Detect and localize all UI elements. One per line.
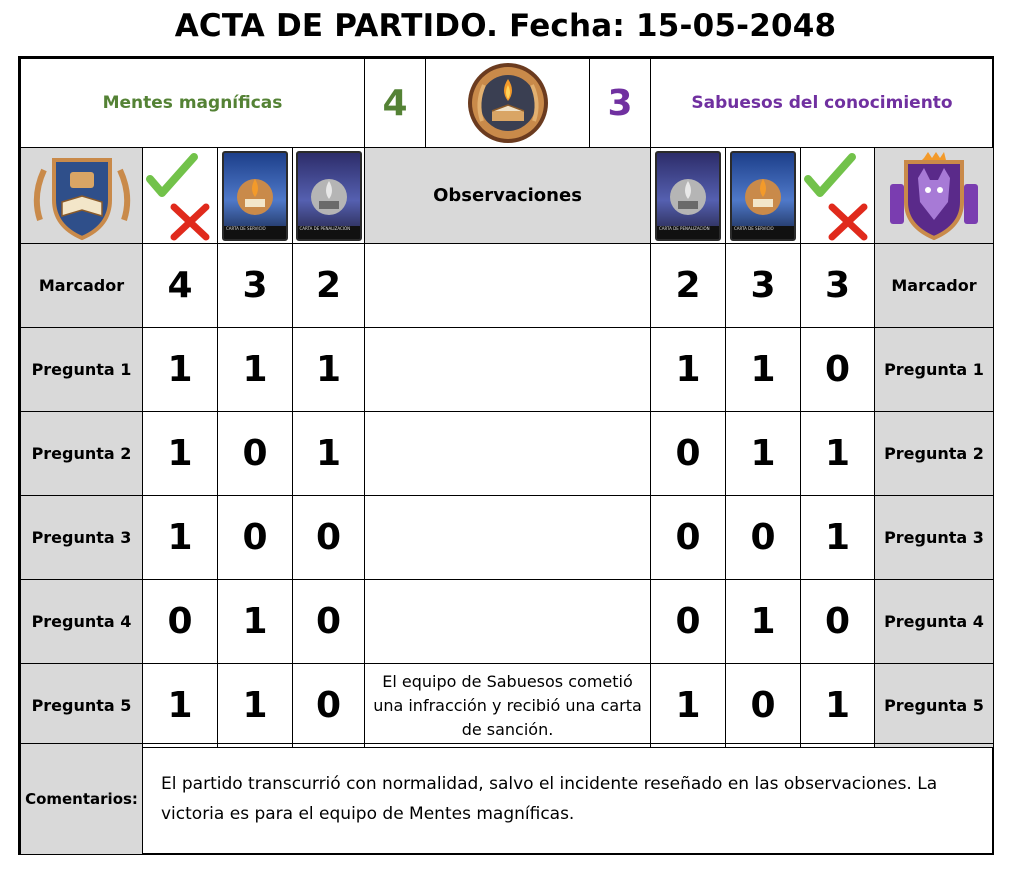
team-a-value: 0 [315,685,342,726]
row-label: Pregunta 1 [884,360,984,379]
service-card-caption: CARTA DE SERVICIO [224,226,286,239]
comments-text-cell [142,743,994,855]
team-a-value: 1 [167,433,193,474]
team-b-value-cell [650,243,726,328]
correct-wrong-cell [142,147,218,244]
row-label: Pregunta 4 [884,612,984,631]
penalty-card-cell-b [650,147,726,244]
team-b-name-cell [650,58,994,148]
team-a-value-cell [217,495,293,580]
row-label: Marcador [38,276,125,295]
team-a-value-cell [292,495,365,580]
service-card-caption: CARTA DE SERVICIO [732,226,794,239]
team-b-value: 0 [824,601,851,642]
row-label: Pregunta 5 [884,696,984,715]
team-a-value: 1 [242,349,268,390]
comments-label-cell [20,743,143,855]
team-a-value: 1 [242,685,268,726]
team-a-value: 1 [167,685,193,726]
team-b-value-cell [650,411,726,496]
shield-book-crest-icon [30,150,134,242]
team-b-value-cell [650,579,726,664]
team-b-value: 0 [750,685,776,726]
team-a-value: 1 [167,349,193,390]
team-a-score: 4 [382,82,408,124]
team-b-value-cell [725,579,801,664]
team-b-value-cell [725,663,801,748]
row-label-cell-a [20,495,143,580]
row-label-cell-a [20,579,143,664]
correct-wrong-cell-b [800,147,875,244]
team-a-value-cell [292,579,365,664]
team-b-value-cell [650,495,726,580]
service-card-icon [222,151,288,241]
row-label-cell-a [20,663,143,748]
row-label: Marcador [891,276,977,295]
service-card-cell-b [725,147,801,244]
team-a-crest-cell [20,147,143,244]
team-a-value: 3 [242,265,268,306]
observations-label: Observaciones [433,185,582,206]
team-a-value-cell [292,243,365,328]
observations-header-cell [364,147,651,244]
observation-cell [364,579,651,664]
match-sheet-table [18,56,994,855]
team-a-value-cell [142,411,218,496]
team-a-value: 0 [242,517,268,558]
team-a-score-cell [364,58,426,148]
row-label: Pregunta 5 [31,696,132,715]
team-b-value: 3 [750,265,776,306]
team-b-value: 1 [675,685,701,726]
row-label-cell-a [20,327,143,412]
team-a-value-cell [217,327,293,412]
penalty-card-icon [655,151,721,241]
team-a-value: 1 [167,517,193,558]
penalty-card-cell-a [292,147,365,244]
team-a-value-cell [292,663,365,748]
team-a-value-cell [217,663,293,748]
team-a-value: 1 [315,349,342,390]
team-b-value: 1 [750,601,776,642]
team-a-name: Mentes magníficas [102,93,283,113]
team-b-value-cell [725,327,801,412]
team-b-value-cell [800,327,875,412]
team-b-value-cell [800,243,875,328]
team-a-value-cell [142,579,218,664]
team-a-value-cell [142,243,218,328]
row-label-cell-b [874,243,994,328]
row-label-cell-a [20,243,143,328]
row-label: Pregunta 3 [884,528,984,547]
team-b-crest-cell [874,147,994,244]
penalty-card-icon [296,151,362,241]
row-label-cell-b [874,579,994,664]
comments-label: Comentarios: [25,790,138,808]
team-a-value-cell [217,243,293,328]
row-label: Pregunta 1 [31,360,132,379]
team-a-value: 0 [315,601,342,642]
observation-cell [364,411,651,496]
team-a-value-cell [292,327,365,412]
team-b-value: 0 [675,433,701,474]
team-a-value-cell [217,411,293,496]
team-b-value-cell [800,495,875,580]
team-a-name-cell [20,58,365,148]
team-b-value: 1 [824,433,851,474]
team-b-value: 3 [824,265,851,306]
team-a-value-cell [142,495,218,580]
medal-book-torch-logo [466,61,550,145]
team-b-value-cell [800,663,875,748]
team-a-value: 2 [315,265,342,306]
team-b-value: 0 [675,517,701,558]
team-a-value: 0 [242,433,268,474]
service-card-cell-a [217,147,293,244]
penalty-card-caption: CARTA DE PENALIZACIÓN [298,226,360,239]
team-b-value-cell [650,327,726,412]
team-b-value-cell [650,663,726,748]
service-card-icon [730,151,796,241]
team-a-value-cell [217,579,293,664]
penalty-card-caption: CARTA DE PENALIZACIÓN [657,226,719,239]
team-b-value-cell [800,579,875,664]
team-b-value: 1 [824,685,851,726]
team-a-value: 0 [315,517,342,558]
team-b-value: 0 [750,517,776,558]
team-b-value: 1 [675,349,701,390]
center-logo-cell [425,58,590,148]
team-a-value-cell [142,327,218,412]
row-label-cell-b [874,495,994,580]
observation-text: El equipo de Sabuesos cometió una infracción y recibió una carta de sanción. [373,671,642,739]
team-b-name: Sabuesos del conocimiento [691,93,953,113]
observation-cell [364,327,651,412]
team-a-value-cell [142,663,218,748]
row-label: Pregunta 3 [31,528,132,547]
team-a-value-cell [292,411,365,496]
team-b-value: 2 [675,265,701,306]
team-a-value: 1 [315,433,342,474]
team-b-value: 1 [750,349,776,390]
page-title: ACTA DE PARTIDO. Fecha: 15-05-2048 [174,8,837,44]
team-b-value-cell [725,411,801,496]
team-b-value: 0 [675,601,701,642]
row-label: Pregunta 2 [884,444,984,463]
row-label-cell-b [874,327,994,412]
team-b-value: 1 [824,517,851,558]
observation-cell [364,243,651,328]
team-a-value: 0 [167,601,193,642]
row-label: Pregunta 4 [31,612,132,631]
team-b-value: 0 [824,349,851,390]
row-label-cell-a [20,411,143,496]
row-label-cell-b [874,411,994,496]
observation-cell [364,495,651,580]
team-b-value-cell [725,495,801,580]
team-b-score: 3 [607,82,633,124]
team-b-value-cell [800,411,875,496]
checkmark-cross-icon [146,151,214,241]
row-label: Pregunta 2 [31,444,132,463]
team-b-value-cell [725,243,801,328]
team-b-value: 1 [750,433,776,474]
observation-cell [364,663,651,748]
team-a-value: 4 [167,265,193,306]
team-a-value: 1 [242,601,268,642]
row-label-cell-b [874,663,994,748]
comments-text: El partido transcurrió con normalidad, salvo el incidente reseñado en las observaciones. La victoria es para el equipo de Mentes magníficas. [161,774,938,824]
wolf-shield-crest-icon [884,150,984,242]
team-b-score-cell [589,58,651,148]
checkmark-cross-icon [804,151,872,241]
